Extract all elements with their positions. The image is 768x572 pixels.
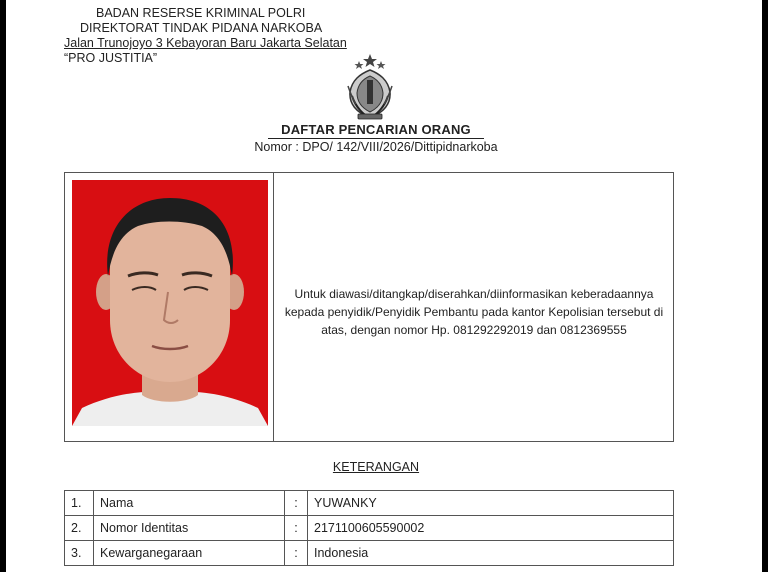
wanted-person-box: [64, 172, 674, 442]
document-page: [6, 0, 762, 572]
notice-line: Untuk diawasi/ditangkap/diserahkan/diinformasikan keberadaannya: [294, 287, 654, 301]
row-separator: :: [285, 516, 308, 541]
row-number: 3.: [65, 541, 94, 566]
police-emblem-icon: [338, 52, 402, 122]
row-separator: :: [285, 491, 308, 516]
notice-line: kepada penyidik/Penyidik Pembantu pada kantor Kepolisian tersebut di: [284, 305, 664, 319]
row-separator: :: [285, 541, 308, 566]
directorate-name: DIREKTORAT TINDAK PIDANA NARKOBA: [80, 21, 323, 35]
row-value: 2171100605590002: [308, 516, 674, 541]
row-number: 2.: [65, 516, 94, 541]
table-row: [65, 491, 674, 516]
pro-justitia: “PRO JUSTITIA”: [64, 51, 158, 65]
table-row: [65, 541, 674, 566]
row-label: Nama: [94, 491, 285, 516]
keterangan-title: KETERANGAN: [332, 460, 420, 474]
notice-line: atas, dengan nomor Hp. 081292292019 dan 0812369555: [321, 323, 627, 337]
identity-table: [64, 490, 674, 566]
agency-address: Jalan Trunojoyo 3 Kebayoran Baru Jakarta Selatan: [64, 36, 347, 50]
row-label: Nomor Identitas: [94, 516, 285, 541]
document-number: Nomor : DPO/ 142/VIII/2026/Dittipidnarkoba: [254, 140, 498, 154]
row-value: Indonesia: [308, 541, 674, 566]
row-label: Kewarganegaraan: [94, 541, 285, 566]
agency-name: BADAN RESERSE KRIMINAL POLRI: [96, 6, 306, 20]
suspect-photo: [72, 180, 268, 426]
row-value: YUWANKY: [308, 491, 674, 516]
document-title: DAFTAR PENCARIAN ORANG: [268, 122, 484, 139]
table-row: [65, 516, 674, 541]
row-number: 1.: [65, 491, 94, 516]
wanted-notice: [279, 285, 669, 339]
photo-cell: [65, 173, 274, 441]
agency-header: [64, 6, 364, 66]
